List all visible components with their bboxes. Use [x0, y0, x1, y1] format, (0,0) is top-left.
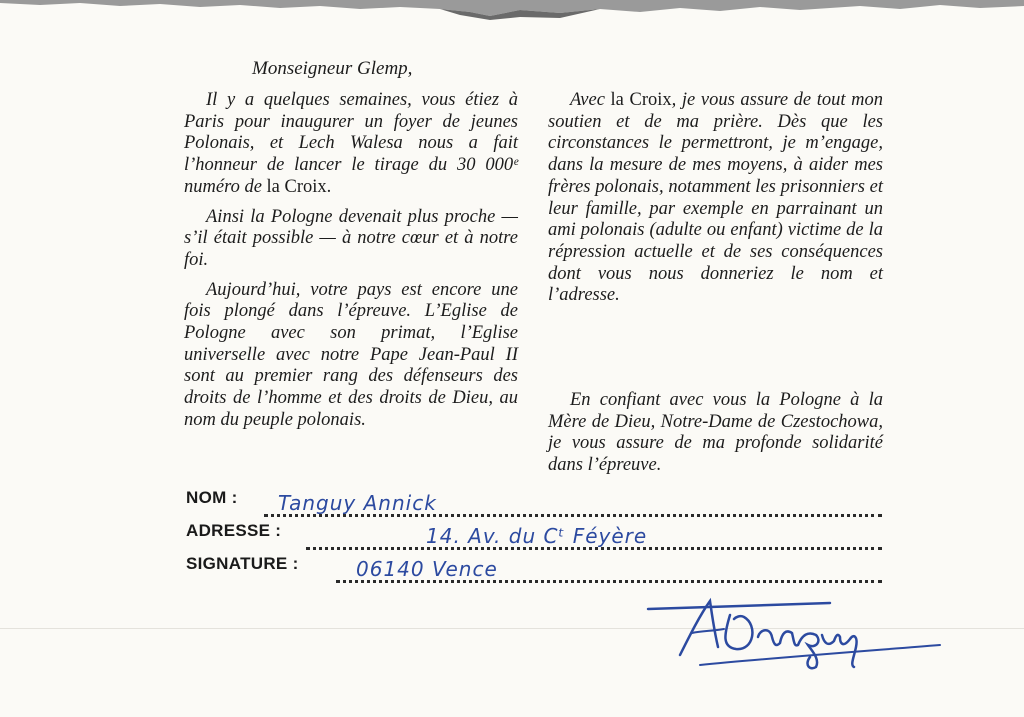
letter-paragraph-1 [184, 90, 518, 199]
letter-paragraph-3 [184, 280, 518, 432]
paragraph-2-text: Ainsi la Pologne devenait plus proche — s’il était possible — à notre cœur et à notre foi. [184, 206, 518, 270]
torn-top-edge [0, 0, 1024, 24]
la-croix-title: la Croix [266, 176, 327, 197]
paragraph-4-lead: Avec [570, 90, 611, 110]
paragraph-1-text: Il y a quelques semaines, vous étiez à Paris pour inaugurer un foyer de jeunes Polonais, et Lech Walesa nous a fait l’honneur de lancer le tirage du 30 000ᵉ numéro de [184, 90, 518, 197]
paragraph-1-end: . [326, 176, 332, 197]
salutation: Monseigneur Glemp, [252, 58, 413, 79]
adresse-handwritten: 14. Av. du Cᵗ Féyère [426, 524, 648, 548]
paragraph-3-text: Aujourd’hui, votre pays est encore une fois plongé dans l’épreuve. L’Eglise de Pologne avec son primat, l’Eglise universelle avec notre Pape Jean-Paul II sont au premier rang des défenseurs des droits de l’homme et des droits de Dieu, au nom du peuple polonais. [184, 279, 518, 430]
nom-row [186, 488, 886, 521]
la-croix-title-2: la Croix [610, 90, 672, 110]
letter-left-column [184, 90, 518, 440]
adresse-label: ADRESSE : [186, 521, 282, 540]
signature-row [186, 554, 886, 587]
nom-handwritten: Tanguy Annick [278, 491, 437, 515]
letter-closing: En confiant avec vous la Pologne à la Mère de Dieu, Notre-Dame de Czestochowa, je vous assure de ma profonde solidarité dans l’épreuve. [548, 390, 883, 476]
signature-label: SIGNATURE : [186, 554, 299, 573]
paragraph-4-text: , je vous assure de tout mon soutien et de ma prière. Dès que les circonstances le permettront, je m’engage, dans la mesure de mes moyens, à aider mes frères polonais, notamment les prisonniers et leur famille, par exemple en parrainant un ami polonais (adulte ou enfant) victime de la répression actuelle et de ses conséquences dont vous nous donneriez le nom et l’adresse. [548, 90, 883, 306]
adresse-row [186, 521, 886, 554]
letter-right-column [548, 90, 883, 315]
handwritten-signature [640, 585, 960, 675]
nom-label: NOM : [186, 488, 238, 507]
reply-form [186, 488, 886, 587]
letter-paragraph-4 [548, 90, 883, 307]
letter-paragraph-2 [184, 207, 518, 272]
signature-handwritten: 06140 Vence [356, 557, 498, 581]
